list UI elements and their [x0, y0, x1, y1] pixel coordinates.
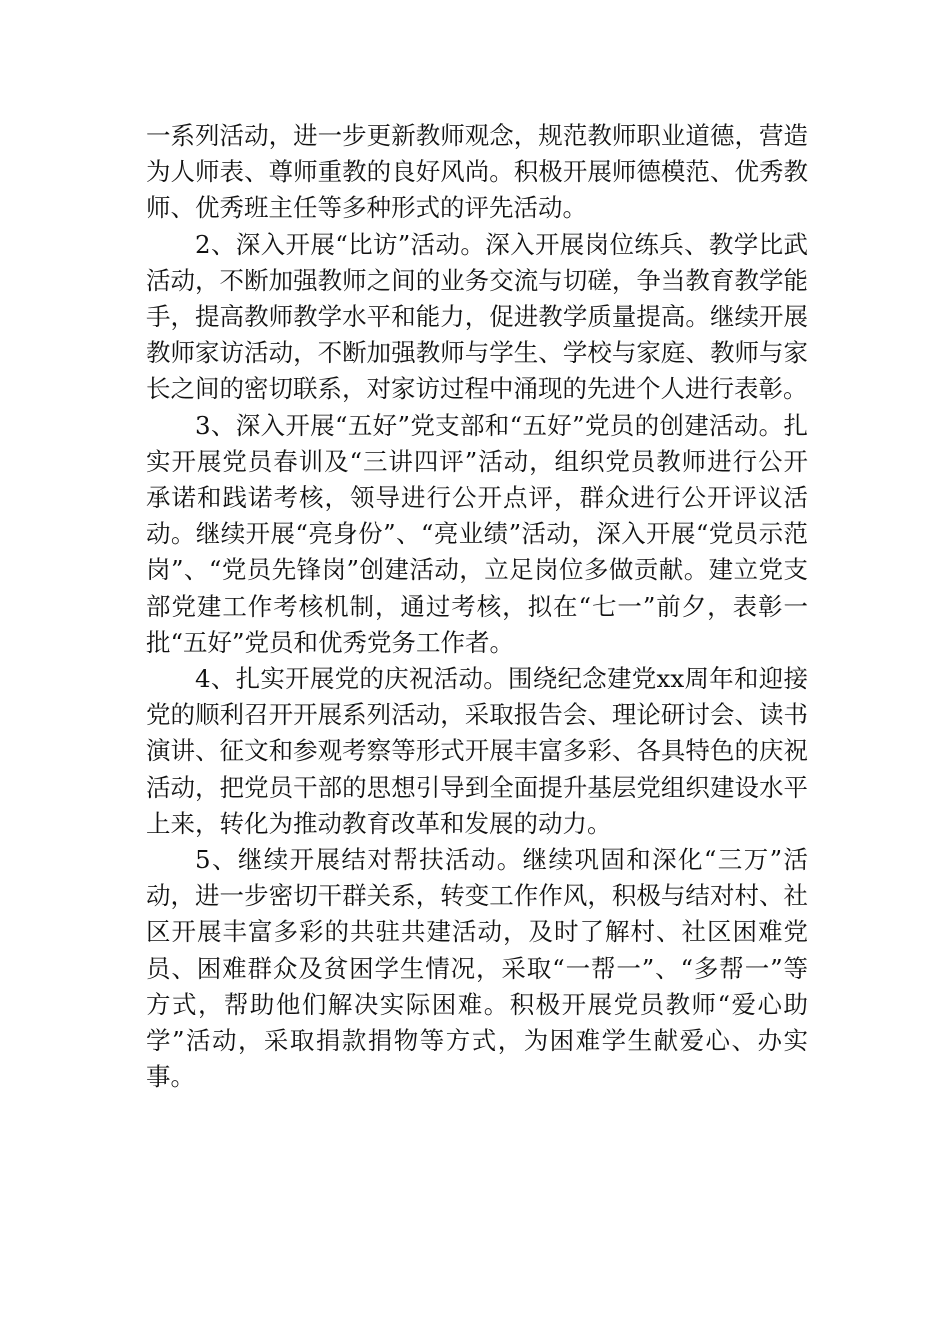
document-page — [146, 118, 808, 1095]
paragraph-item-2: 2、深入开展“比访”活动。深入开展岗位练兵、教学比武活动，不断加强教师之间的业务交流与切磋，争当教育教学能手，提高教师教学水平和能力，促进教学质量提高。继续开展教师家访活动，不断加强教师与学生、学校与家庭、教师与家长之间的密切联系，对家访过程中涌现的先进个人进行表彰。 — [146, 229, 808, 404]
paragraph-item-4: 4、扎实开展党的庆祝活动。围绕纪念建党xx周年和迎接党的顺利召开开展系列活动，采取报告会、理论研讨会、读书演讲、征文和参观考察等形式开展丰富多彩、各具特色的庆祝活动，把党员干部的思想引导到全面提升基层党组织建设水平上来，转化为推动教育改革和发展的动力。 — [146, 664, 808, 838]
paragraph-continuation: 一系列活动，进一步更新教师观念，规范教师职业道德，营造为人师表、尊师重教的良好风尚。积极开展师德模范、优秀教师、优秀班主任等多种形式的评先活动。 — [146, 121, 808, 223]
paragraph-item-3: 3、深入开展“五好”党支部和“五好”党员的创建活动。扎实开展党员春训及“三讲四评”活动，组织党员教师进行公开承诺和践诺考核，领导进行公开点评，群众进行公开评议活动。继续开展“亮身份”、“亮业绩”活动，深入开展“党员示范岗”、“党员先锋岗”创建活动，立足岗位多做贡献。建立党支部党建工作考核机制，通过考核，拟在“七一”前夕，表彰一批“五好”党员和优秀党务工作者。 — [146, 410, 808, 657]
paragraph-item-5: 5、继续开展结对帮扶活动。继续巩固和深化“三万”活动，进一步密切干群关系，转变工作作风，积极与结对村、社区开展丰富多彩的共驻共建活动，及时了解村、社区困难党员、困难群众及贫困学生情况，采取“一帮一”、“多帮一”等方式，帮助他们解决实际困难。积极开展党员教师“爱心助学”活动，采取捐款捐物等方式，为困难学生献爱心、办实事。 — [146, 845, 808, 1092]
